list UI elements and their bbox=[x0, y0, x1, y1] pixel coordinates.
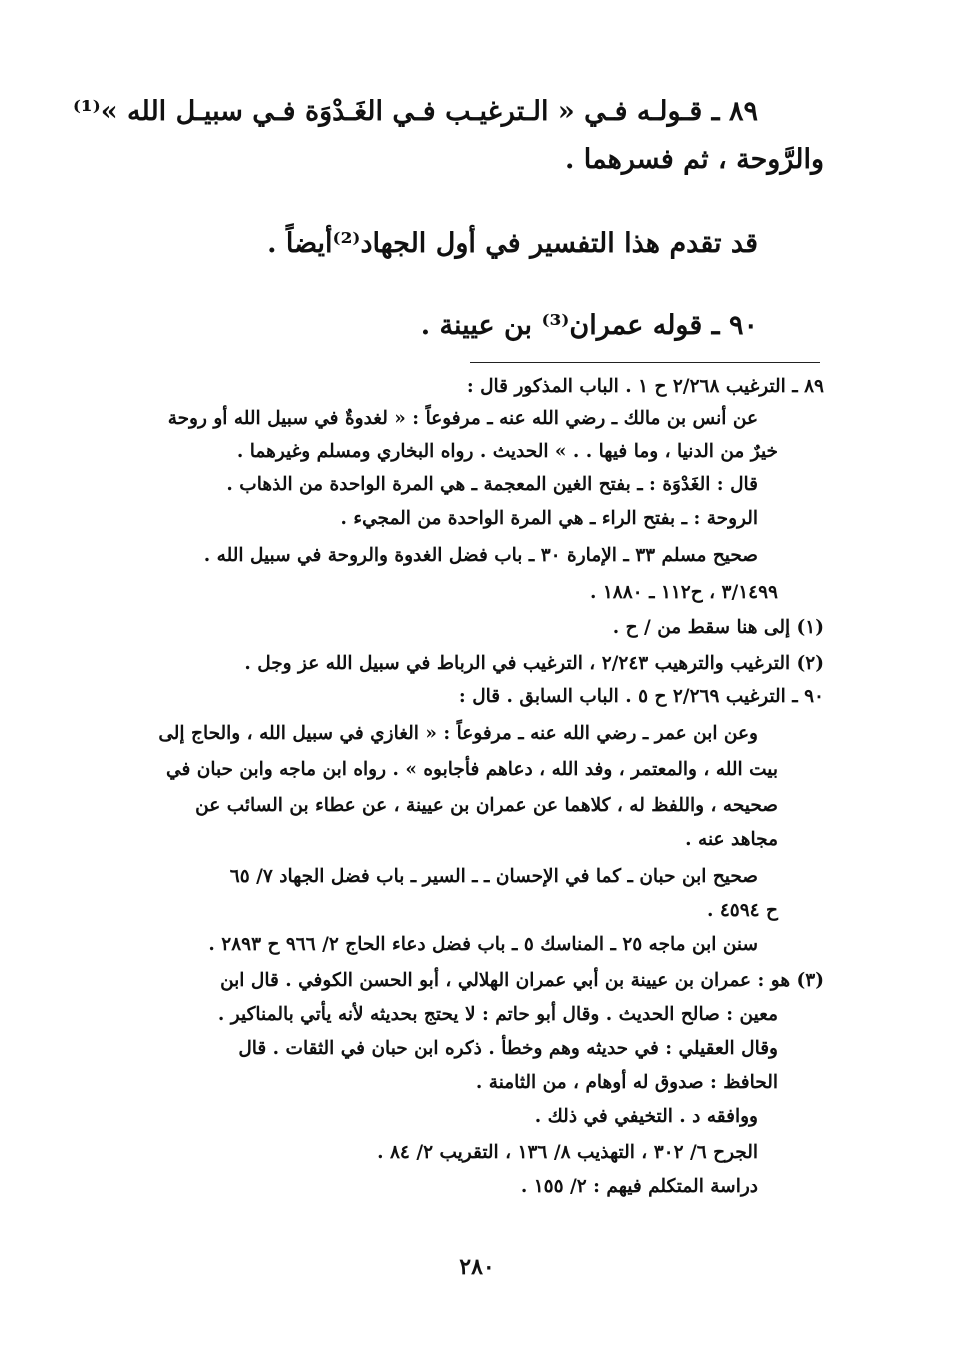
footnote-89-hadith-line1: عن أنس بن مالك ـ رضي الله عنه ـ مرفوعاً : « لغدوةٌ في سبيل الله أو روحة bbox=[167, 408, 758, 429]
footnote-3-line4: الحافظ : صدوق له أوهام ، من الثامنة . bbox=[475, 1072, 778, 1093]
entry-90-heading: ٩٠ ـ قوله عمران⁽³⁾ بن عيينة . bbox=[420, 310, 758, 341]
footnote-90-hadith-line2: بيت الله ، والمعتمر ، وفد الله ، دعاهم فأجابوه » . رواه ابن ماجه وابن حبان في bbox=[166, 759, 778, 780]
footnote-2: (٢) الترغيب والترهيب ٢/٢٤٣ ، الترغيب في الرباط في سبيل الله عز وجل . bbox=[244, 653, 824, 674]
footnote-90-ibn-hibban-reference-continued: ح ٤٥٩٤ . bbox=[706, 900, 778, 921]
page-number: ٢٨٠ bbox=[459, 1254, 495, 1280]
footnote-3-line7: دراسة المتكلم فيهم : ٢/ ١٥٥ . bbox=[520, 1176, 758, 1197]
footnote-3-line1: (٣) هو : عمران بن عيينة بن أبي عمران الهلالي ، أبو الحسن الكوفي . قال ابن bbox=[220, 970, 824, 991]
footnote-3-line3: وقال العقيلي : في حديثه وهم وخطأ . ذكره ابن حبان في الثقات . قال bbox=[238, 1038, 778, 1059]
footnote-90-source: ٩٠ ـ الترغيب ٢/٢٦٩ ح ٥ . الباب السابق . قال : bbox=[458, 686, 824, 707]
footnote-3-line2: معين : صالح الحديث . وقال أبو حاتم : لا يحتج بحديثه لأنه يأتي بالمناكير . bbox=[217, 1004, 778, 1025]
footnote-3-line6: الجرح ٦/ ٣٠٢ ، التهذيب ٨/ ١٣٦ ، التقريب ٢/ ٨٤ . bbox=[377, 1142, 758, 1163]
footnote-90-hadith-line1: وعن ابن عمر ـ رضي الله عنه ـ مرفوعاً : « الغازي في سبيل الله ، والحاج إلى bbox=[158, 723, 758, 744]
footnote-89-source: ٨٩ ـ الترغيب ٢/٢٦٨ ح ١ . الباب المذكور قال : bbox=[466, 376, 824, 397]
entry-89-explanation: قد تقدم هذا التفسير في أول الجهاد⁽²⁾أيضاً . bbox=[267, 228, 758, 259]
footnote-89-ghadwa-definition: قال : الغَدْوَة : ـ بفتح الغين المعجمة ـ هي المرة الواحدة من الذهاب . bbox=[226, 474, 758, 495]
entry-89-heading: ٨٩ ـ قـولـه فـي « الـترغيـب فـي الغَـدْوَة فـي سبيـل الله »⁽¹⁾ bbox=[72, 96, 758, 127]
footnote-1: (١) إلى هنا سقط من / ح . bbox=[612, 617, 824, 638]
footnote-89-muslim-reference: صحيح مسلم ٣٣ ـ الإمارة ٣٠ ـ باب فضل الغدوة والروحة في سبيل الله . bbox=[203, 545, 758, 566]
footnote-3-line5: ووافقه د . التخيفي في ذلك . bbox=[534, 1106, 758, 1127]
footnote-90-ibn-hibban-reference: صحيح ابن حبان ـ كما في الإحسان ـ ـ السير ـ باب فضل الجهاد ٧/ ٦٥ bbox=[229, 866, 758, 887]
footnote-90-ibn-majah-reference: سنن ابن ماجه ٢٥ ـ المناسك ٥ ـ باب فضل دعاء الحاج ٢/ ٩٦٦ ح ٢٨٩٣ . bbox=[208, 934, 758, 955]
footnote-89-rawha-definition: الروحة : ـ بفتح الراء ـ هي المرة الواحدة من المجيء . bbox=[340, 508, 758, 529]
footnote-90-hadith-line4: مجاهد عنه . bbox=[685, 829, 778, 850]
footnote-separator bbox=[470, 362, 820, 363]
footnote-89-hadith-line2: خيرٌ من الدنيا ، وما فيها . . » الحديث . رواه البخاري ومسلم وغيرهما . bbox=[236, 441, 778, 462]
footnote-89-muslim-reference-continued: ٣/١٤٩٩ ، ح١١٢ ـ ١٨٨٠ . bbox=[589, 582, 778, 603]
footnote-90-hadith-line3: صحيحه ، واللفظ له ، كلاهما عن عمران بن عيينة ، عن عطاء بن السائب عن bbox=[195, 795, 778, 816]
entry-89-heading-continued: والرَّوحة ، ثم فسرهما . bbox=[564, 144, 824, 175]
